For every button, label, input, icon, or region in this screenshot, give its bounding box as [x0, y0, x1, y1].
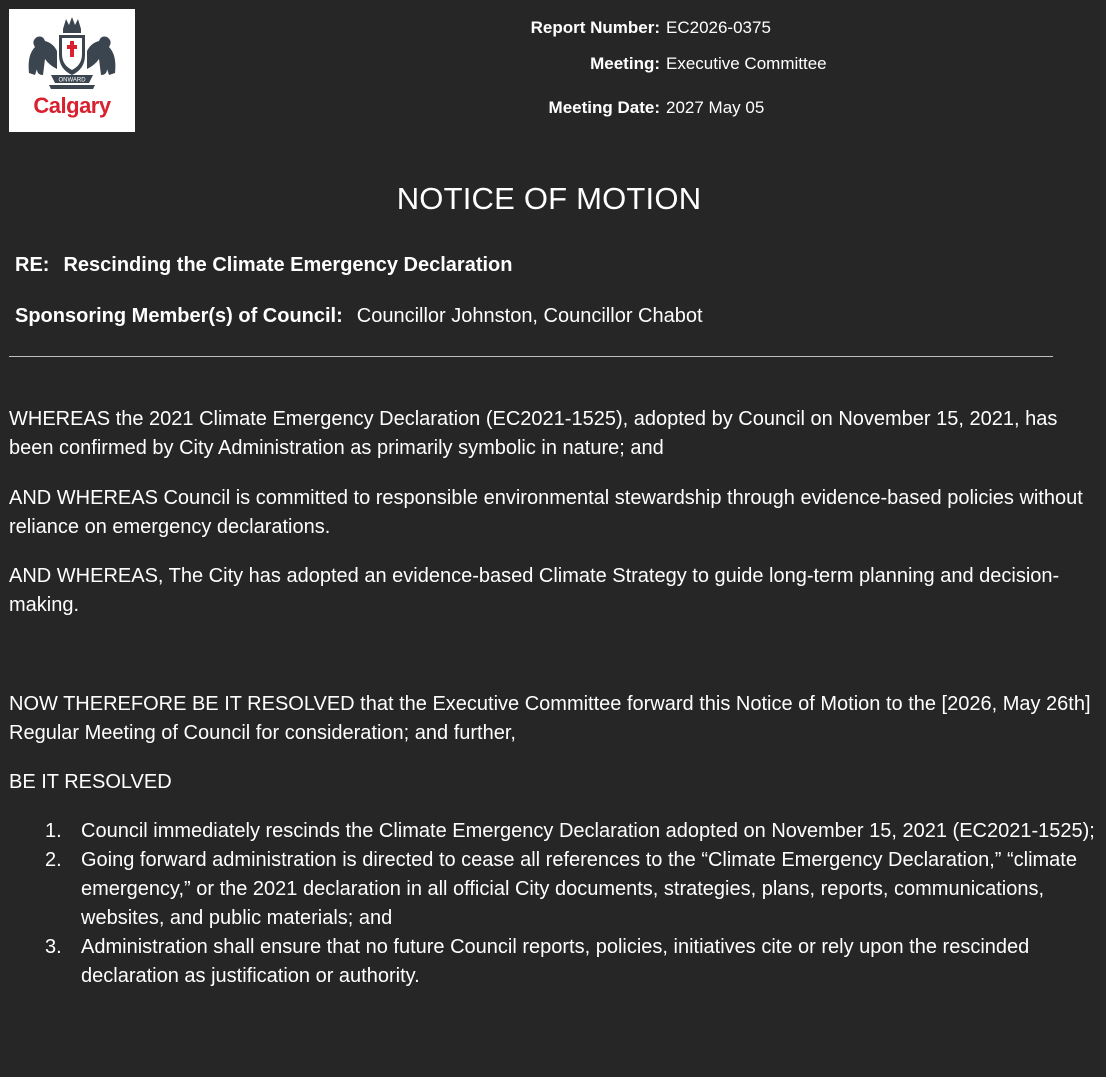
meeting-label: Meeting: [590, 54, 660, 73]
resolved-heading: BE IT RESOLVED [9, 771, 172, 793]
logo-motto: ONWARD [58, 77, 86, 84]
list-item-text: Administration shall ensure that no future Council reports, policies, initiatives cite or rely upon the rescinded declaration as justification or authority. [81, 936, 1030, 987]
re-label: RE: [15, 254, 50, 276]
list-item-number: 3. [45, 936, 62, 958]
whereas-paragraph-2: AND WHEREAS Council is committed to responsible environmental stewardship through evidence-based policies without reliance on emergency declarations. [9, 487, 1083, 538]
list-item [9, 817, 1099, 846]
list-item-text: Going forward administration is directed to cease all references to the “Climate Emergency Declaration,” “climate emergency,” or the 2021 declaration in all official City documents, strategies, plans, reports, communications, websites, and public materials; and [81, 849, 1077, 929]
meeting-date-row [0, 98, 1106, 120]
list-item [9, 846, 1099, 933]
meeting-date-label: Meeting Date: [548, 98, 660, 117]
meeting-value: Executive Committee [666, 54, 827, 73]
sponsor-label: Sponsoring Member(s) of Council: [15, 305, 343, 327]
re-subject: Rescinding the Climate Emergency Declaration [63, 254, 513, 276]
list-item [9, 933, 1099, 991]
re-line [15, 254, 512, 277]
whereas-paragraph-1: WHEREAS the 2021 Climate Emergency Declaration (EC2021-1525), adopted by Council on November 15, 2021, has been confirmed by City Administration as primarily symbolic in nature; and [9, 408, 1058, 459]
meeting-row [0, 54, 1106, 76]
list-item-text: Council immediately rescinds the Climate Emergency Declaration adopted on November 15, 2021 (EC2021-1525); [81, 820, 1095, 842]
sponsor-line [15, 305, 703, 328]
resolved-intro: NOW THEREFORE BE IT RESOLVED that the Executive Committee forward this Notice of Motion to the [2026, May 26th] Regular Meeting of Council for consideration; and further, [9, 693, 1091, 744]
report-number-row [0, 18, 1106, 40]
sponsor-names: Councillor Johnston, Councillor Chabot [356, 305, 703, 327]
whereas-paragraph-3: AND WHEREAS, The City has adopted an evidence-based Climate Strategy to guide long-term planning and decision-making. [9, 565, 1060, 616]
report-number-value: EC2026-0375 [666, 18, 771, 37]
report-number-label: Report Number: [530, 18, 660, 37]
resolutions-list [9, 817, 1099, 991]
meeting-date-value: 2027 May 05 [666, 98, 765, 117]
divider [9, 356, 1053, 357]
page-title: NOTICE OF MOTION [396, 181, 702, 216]
list-item-number: 2. [45, 849, 62, 871]
list-item-number: 1. [45, 820, 62, 842]
logo-city-name: Calgary [33, 93, 111, 118]
